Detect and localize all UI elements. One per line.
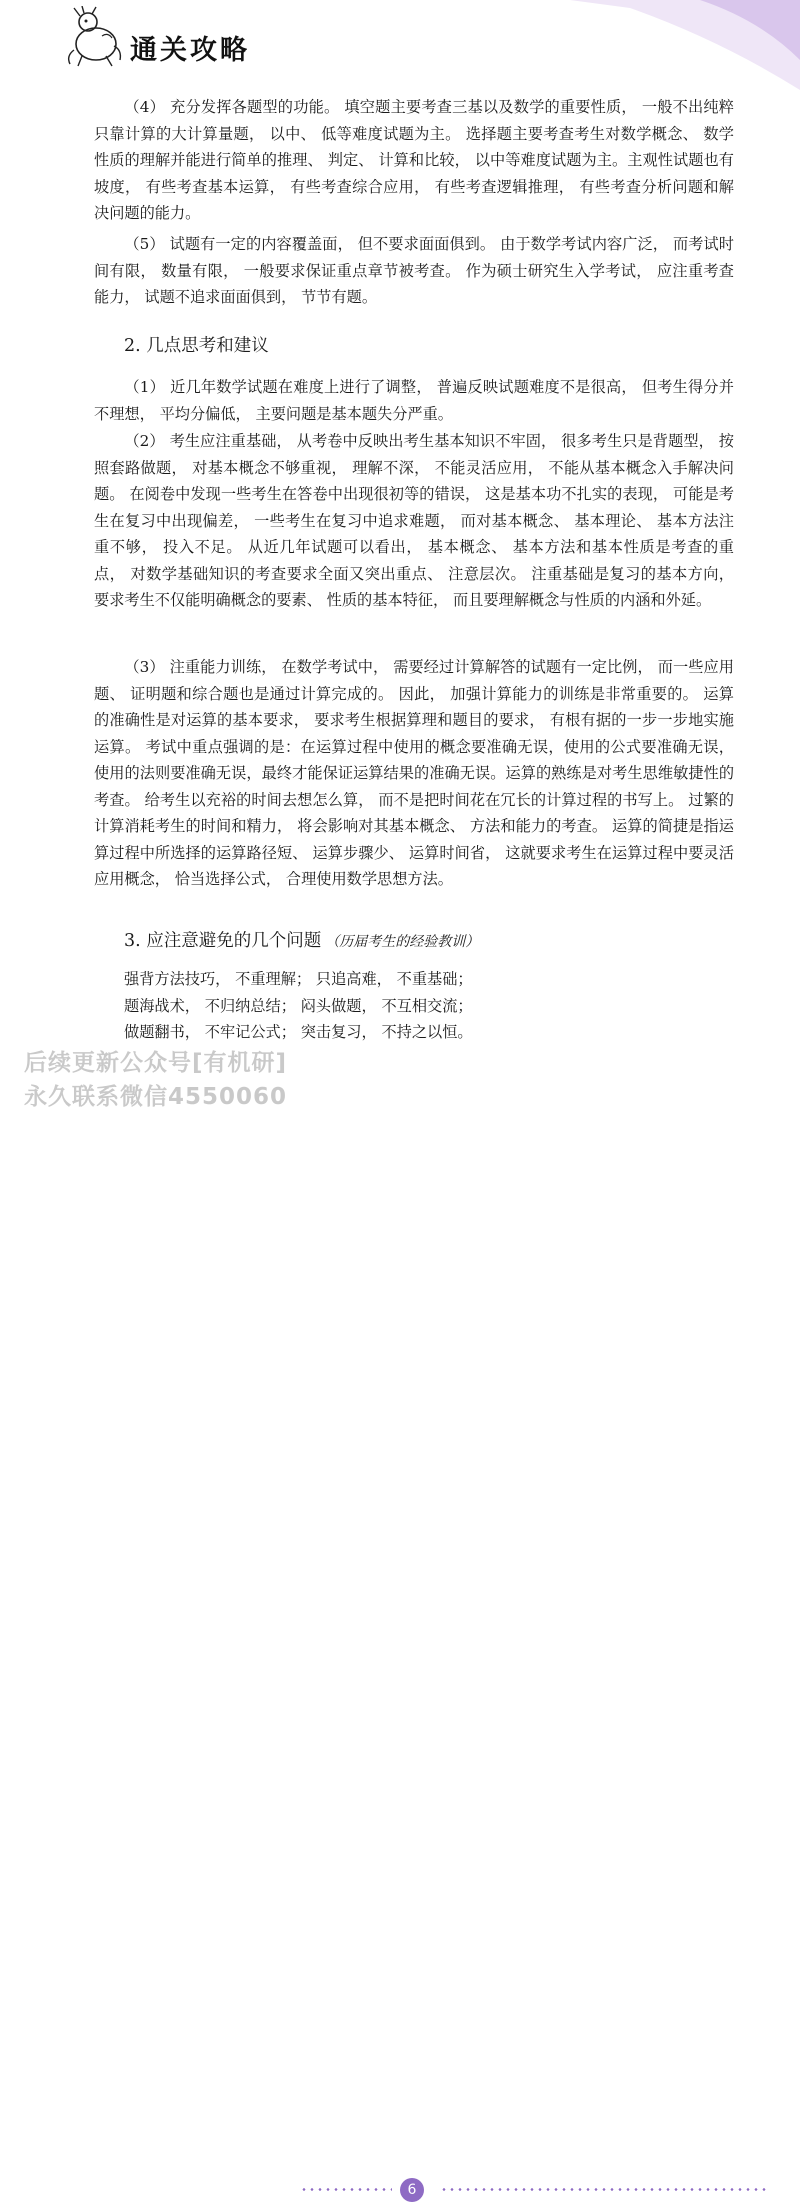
page-header [0,0,800,90]
paragraph-item-5: （5） 试题有一定的内容覆盖面， 但不要求面面俱到。 由于数学考试内容广泛， 而考试时间有限， 数量有限， 一般要求保证重点章节被考查。 作为硕士研究生入学考试， 应注重考查能力， 试题不追求面面俱到， 节节有题。 [94,235,734,306]
page-number: 6 [400,2178,424,2202]
mascot-icon [62,6,128,68]
watermark-line-1: 后续更新公众号[有机研] [24,1050,288,1076]
footer-dots-right [440,2188,770,2191]
list-item: 强背方法技巧， 不重理解； 只追高难， 不重基础； [124,970,473,988]
section-heading-3-note: （历届考生的经验教训） [325,934,480,950]
paragraph-suggestion-3: （3） 注重能力训练， 在数学考试中， 需要经过计算解答的试题有一定比例， 而一些应用题、 证明题和综合题也是通过计算完成的。 因此， 加强计算能力的训练是非常重要的。 运算的准确性是对运算的基本要求， 要求考生根据算理和题目的要求， 有根有据的一步一步地实施运算。 考试中重点强调的是：在运算过程中使用的概念要准确无误，使用的公式要准确无误，使用的法则要准确无误，最终才能保证运算结果的准确无误。运算的熟练是对考生思维敏捷性的考查。 给考生以充裕的时间去想怎么算， 而不是把时间花在冗长的计算过程的书写上。 过繁的计算消耗考生的时间和精力， 将会影响对其基本概念、 方法和能力的考查。 运算的简捷是指运算过程中所选择的运算路径短、 运算步骤少、 运算时间省， 这就要求考生在运算过程中要灵活应用概念， 恰当选择公式， 合理使用数学思想方法。 [94,658,734,888]
watermark-line-2: 永久联系微信4550060 [24,1084,288,1110]
page-footer [0,1080,800,2198]
mistakes-list [124,966,473,1046]
footer-dots-left [300,2188,392,2191]
list-item: 做题翻书， 不牢记公式； 突击复习， 不持之以恒。 [124,1023,473,1041]
list-item: 题海战术， 不归纳总结； 闷头做题， 不互相交流； [124,996,473,1015]
corner-decoration [570,0,800,90]
paragraph-suggestion-2: （2） 考生应注重基础， 从考卷中反映出考生基本知识不牢固， 很多考生只是背题型， 按照套路做题， 对基本概念不够重视， 理解不深， 不能灵活应用， 不能从基本概念入手解决问题。 在阅卷中发现一些考生在答卷中出现很初等的错误， 这是基本功不扎实的表现， 可能是考生在复习中出现偏差， 一些考生在复习中追求难题， 而对基本概念、 基本理论、 基本方法注重不够， 投入不足。 从近几年试题可以看出， 基本概念、 基本方法和基本性质是考查的重点， 对数学基础知识的考查要求全面又突出重点、 注意层次。 注重基础是复习的基本方向， 要求考生不仅能明确概念的要素、 性质的基本特征， 而且要理解概念与性质的内涵和外延。 [94,432,734,609]
section-heading-3 [124,927,479,952]
paragraph-suggestion-1: （1） 近几年数学试题在难度上进行了调整， 普遍反映试题难度不是很高， 但考生得分并不理想， 平均分偏低， 主要问题是基本题失分严重。 [94,378,734,423]
paragraph-item-4: （4） 充分发挥各题型的功能。 填空题主要考查三基以及数学的重要性质， 一般不出纯粹只靠计算的大计算量题， 以中、 低等难度试题为主。 选择题主要考查考生对数学概念、 数学性质的理解并能进行简单的推理、 判定、 计算和比较， 以中等难度试题为主。主观性试题也有坡度， 有些考查基本运算， 有些考查综合应用， 有些考查逻辑推理， 有些考查分析问题和解决问题的能力。 [94,98,734,222]
section-heading-2: 2. 几点思考和建议 [124,336,269,356]
header-title: 通关攻略 [130,35,250,66]
section-heading-3-text: 3. 应注意避免的几个问题 [124,931,322,951]
